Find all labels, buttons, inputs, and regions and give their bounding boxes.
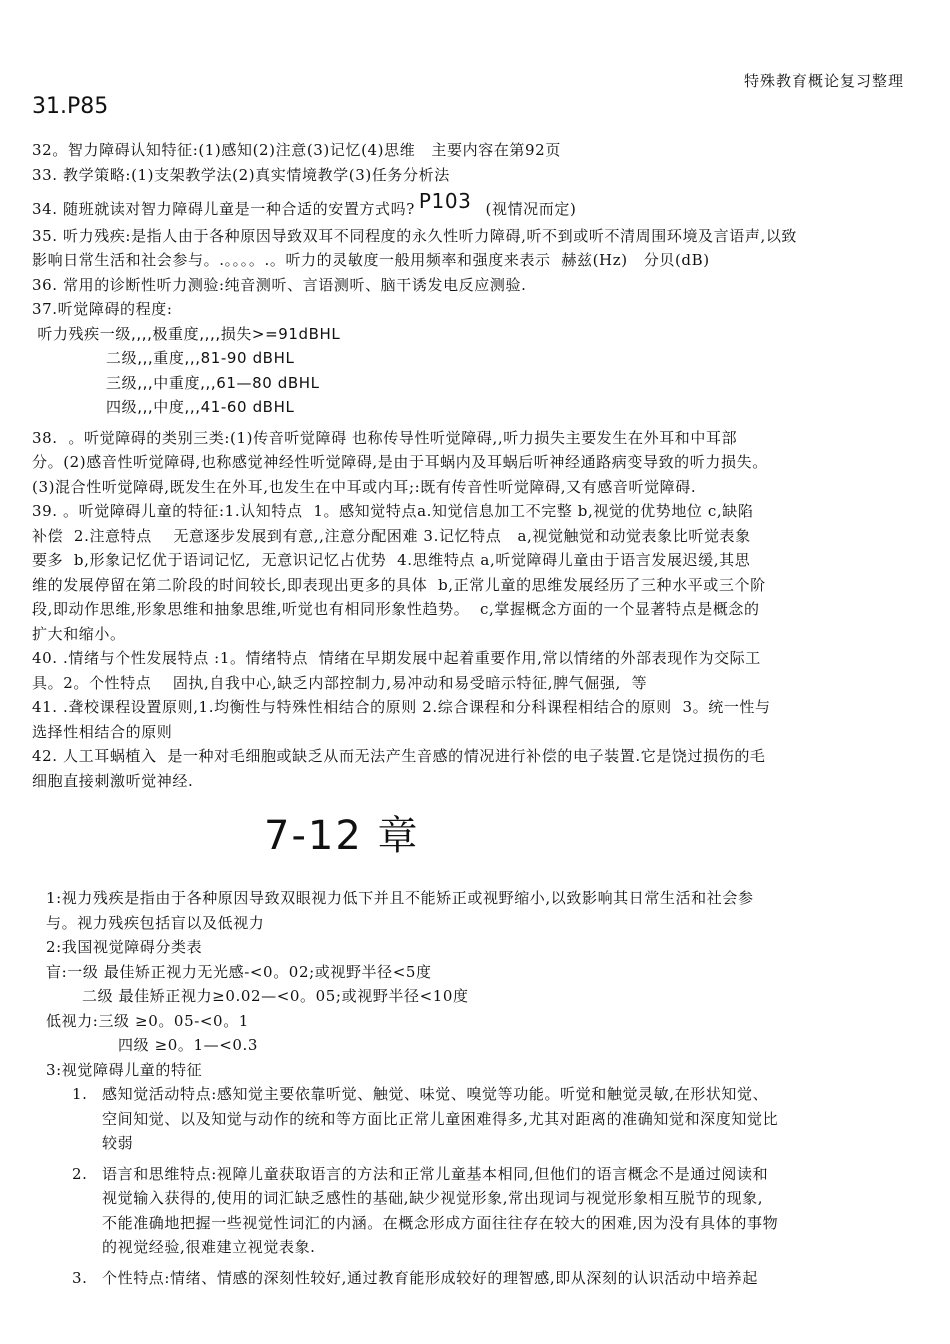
item-34-note: (视情况而定) bbox=[485, 200, 577, 218]
item-37: 37.听觉障碍的程度: bbox=[32, 300, 173, 318]
list-item bbox=[46, 1162, 912, 1260]
item-34-page: P103 bbox=[418, 189, 472, 213]
vision-item-1-line-1: 1:视力残疾是指由于各种原因导致双眼视力低下并且不能矫正或视野缩小,以致影响其日常生活和社会参 bbox=[46, 889, 754, 907]
chapter-heading: 7-12 章 bbox=[264, 813, 420, 859]
list-item-line: 空间知觉、以及知觉与动作的统和等方面比正常儿童困难得多,尤其对距离的准确知觉和深度知觉比 bbox=[102, 1109, 779, 1128]
list-number: 3. bbox=[72, 1268, 88, 1287]
item-38-line-2: 分。(2)感音性听觉障碍,也称感觉神经性听觉障碍,是由于耳蜗内及耳蜗后听神经通路病变导致的听力损失。 bbox=[32, 453, 768, 471]
hearing-section bbox=[32, 138, 912, 793]
vision-item-3: 3:视觉障碍儿童的特征 bbox=[46, 1060, 203, 1079]
item-35-line-1: 35. 听力残疾:是指人由于各种原因导致双耳不同程度的永久性听力障碍,听不到或听不清周围环境及言语声,以致 bbox=[32, 226, 798, 245]
item-31: 31.P85 bbox=[32, 94, 109, 119]
list-number: 1. bbox=[72, 1085, 88, 1103]
item-42-line-2: 细胞直接刺激听觉神经. bbox=[32, 771, 194, 790]
item-40-line-2: 具。2。个性特点 固执,自我中心,缺乏内部控制力,易冲动和易受暗示特征,脾气倔强, 等 bbox=[32, 673, 648, 692]
hearing-level-3: 三级,,,中重度,,,61—80 dBHL bbox=[106, 373, 320, 392]
item-38-line-1: 38. 。听觉障碍的类别三类:(1)传音听觉障碍 也称传导性听觉障碍,,听力损失主要发生在外耳和中耳部 bbox=[32, 428, 738, 447]
list-number: 2. bbox=[72, 1164, 88, 1183]
item-32: 32。智力障碍认知特征:(1)感知(2)注意(3)记忆(4)思维 主要内容在第92页 bbox=[32, 141, 561, 159]
vision-section bbox=[46, 886, 912, 1290]
item-39-line-5: 段,即动作思维,形象思维和抽象思维,听觉也有相同形象性趋势。 c,掌握概念方面的一个显著特点是概念的 bbox=[32, 600, 760, 618]
item-39-line-6: 扩大和缩小。 bbox=[32, 624, 126, 643]
list-item bbox=[46, 1082, 912, 1156]
list-item-line: 较弱 bbox=[102, 1134, 134, 1152]
item-42-line-1: 42. 人工耳蜗植入 是一种对毛细胞或缺乏从而无法产生音感的情况进行补偿的电子装置.它是饶过损伤的毛 bbox=[32, 747, 766, 765]
item-36: 36. 常用的诊断性听力测验:纯音测听、言语测听、脑干诱发电反应测验. bbox=[32, 275, 527, 294]
list-item-line: 的视觉经验,很难建立视觉表象. bbox=[102, 1238, 316, 1256]
list-item-line: 不能准确地把握一些视觉性词汇的内涵。在概念形成方面往往存在较大的困难,因为没有具体的事物 bbox=[102, 1213, 779, 1232]
vision-table-row-1: 盲:一级 最佳矫正视力无光感-<0。02;或视野半径<5度 bbox=[46, 962, 432, 981]
item-39-line-3: 要多 b,形象记忆优于语词记忆, 无意识记忆占优势 4.思维特点 a,听觉障碍儿童由于语言发展迟缓,其思 bbox=[32, 551, 751, 569]
item-38-line-3: (3)混合性听觉障碍,既发生在外耳,也发生在中耳或内耳;:既有传音性听觉障碍,又有感音听觉障碍. bbox=[32, 477, 697, 496]
list-item-line: 语言和思维特点:视障儿童获取语言的方法和正常儿童基本相同,但他们的语言概念不是通过阅读和 bbox=[102, 1164, 769, 1183]
list-item-line: 个性特点:情绪、情感的深刻性较好,通过教育能形成较好的理智感,即从深刻的认识活动中培养起 bbox=[102, 1268, 758, 1287]
page-header: 特殊教育概论复习整理 bbox=[743, 72, 904, 90]
item-35-line-2: 影响日常生活和社会参与。.。。。。.。听力的灵敏度一般用频率和强度来表示 赫兹(Hz) 分贝(dB) bbox=[32, 251, 710, 269]
item-34-text: 34. 随班就读对智力障碍儿童是一种合适的安置方式吗? bbox=[32, 200, 415, 218]
item-34 bbox=[32, 189, 912, 222]
item-41-line-1: 41. .聋校课程设置原则,1.均衡性与特殊性相结合的原则 2.综合课程和分科课程相结合的原则 3。统一性与 bbox=[32, 698, 771, 716]
vision-item-1-line-2: 与。视力残疾包括盲以及低视力 bbox=[46, 913, 265, 932]
item-33: 33. 教学策略:(1)支架教学法(2)真实情境教学(3)任务分析法 bbox=[32, 165, 450, 184]
item-39-line-4: 维的发展停留在第二阶段的时间较长,即表现出更多的具体 b,正常儿童的思维发展经历了三种水平或三个阶 bbox=[32, 575, 766, 594]
vision-table-row-3: 低视力:三级 ≥0。05-<0。1 bbox=[46, 1011, 249, 1030]
hearing-level-2: 二级,,,重度,,,81-90 dBHL bbox=[106, 349, 295, 367]
hearing-level-1: 听力残疾一级,,,,极重度,,,,损失>=91dBHL bbox=[32, 324, 341, 343]
list-item bbox=[46, 1266, 912, 1291]
list-item-line: 视觉输入获得的,使用的词汇缺乏感性的基础,缺少视觉形象,常出现词与视觉形象相互脱节的现象, bbox=[102, 1189, 764, 1207]
vision-item-2: 2:我国视觉障碍分类表 bbox=[46, 938, 203, 956]
item-39-line-1: 39. 。听觉障碍儿童的特征:1.认知特点 1。感知觉特点a.知觉信息加工不完整 b,视觉的优势地位 c,缺陷 bbox=[32, 502, 754, 520]
vision-table-row-2: 二级 最佳矫正视力≥0.02—<0。05;或视野半径<10度 bbox=[82, 987, 469, 1005]
item-40-line-1: 40. .情绪与个性发展特点 :1。情绪特点 情绪在早期发展中起着重要作用,常以情绪的外部表现作为交际工 bbox=[32, 649, 761, 667]
vision-table-row-4: 四级 ≥0。1—<0.3 bbox=[118, 1036, 259, 1054]
item-41-line-2: 选择性相结合的原则 bbox=[32, 722, 173, 741]
list-item-line: 感知觉活动特点:感知觉主要依靠听觉、触觉、味觉、嗅觉等功能。听觉和触觉灵敏,在形状知觉、 bbox=[102, 1085, 769, 1103]
hearing-level-4: 四级,,,中度,,,41-60 dBHL bbox=[106, 398, 295, 416]
item-39-line-2: 补偿 2.注意特点 无意逐步发展到有意,,注意分配困难 3.记忆特点 a,视觉触觉和动觉表象比听觉表象 bbox=[32, 526, 751, 545]
